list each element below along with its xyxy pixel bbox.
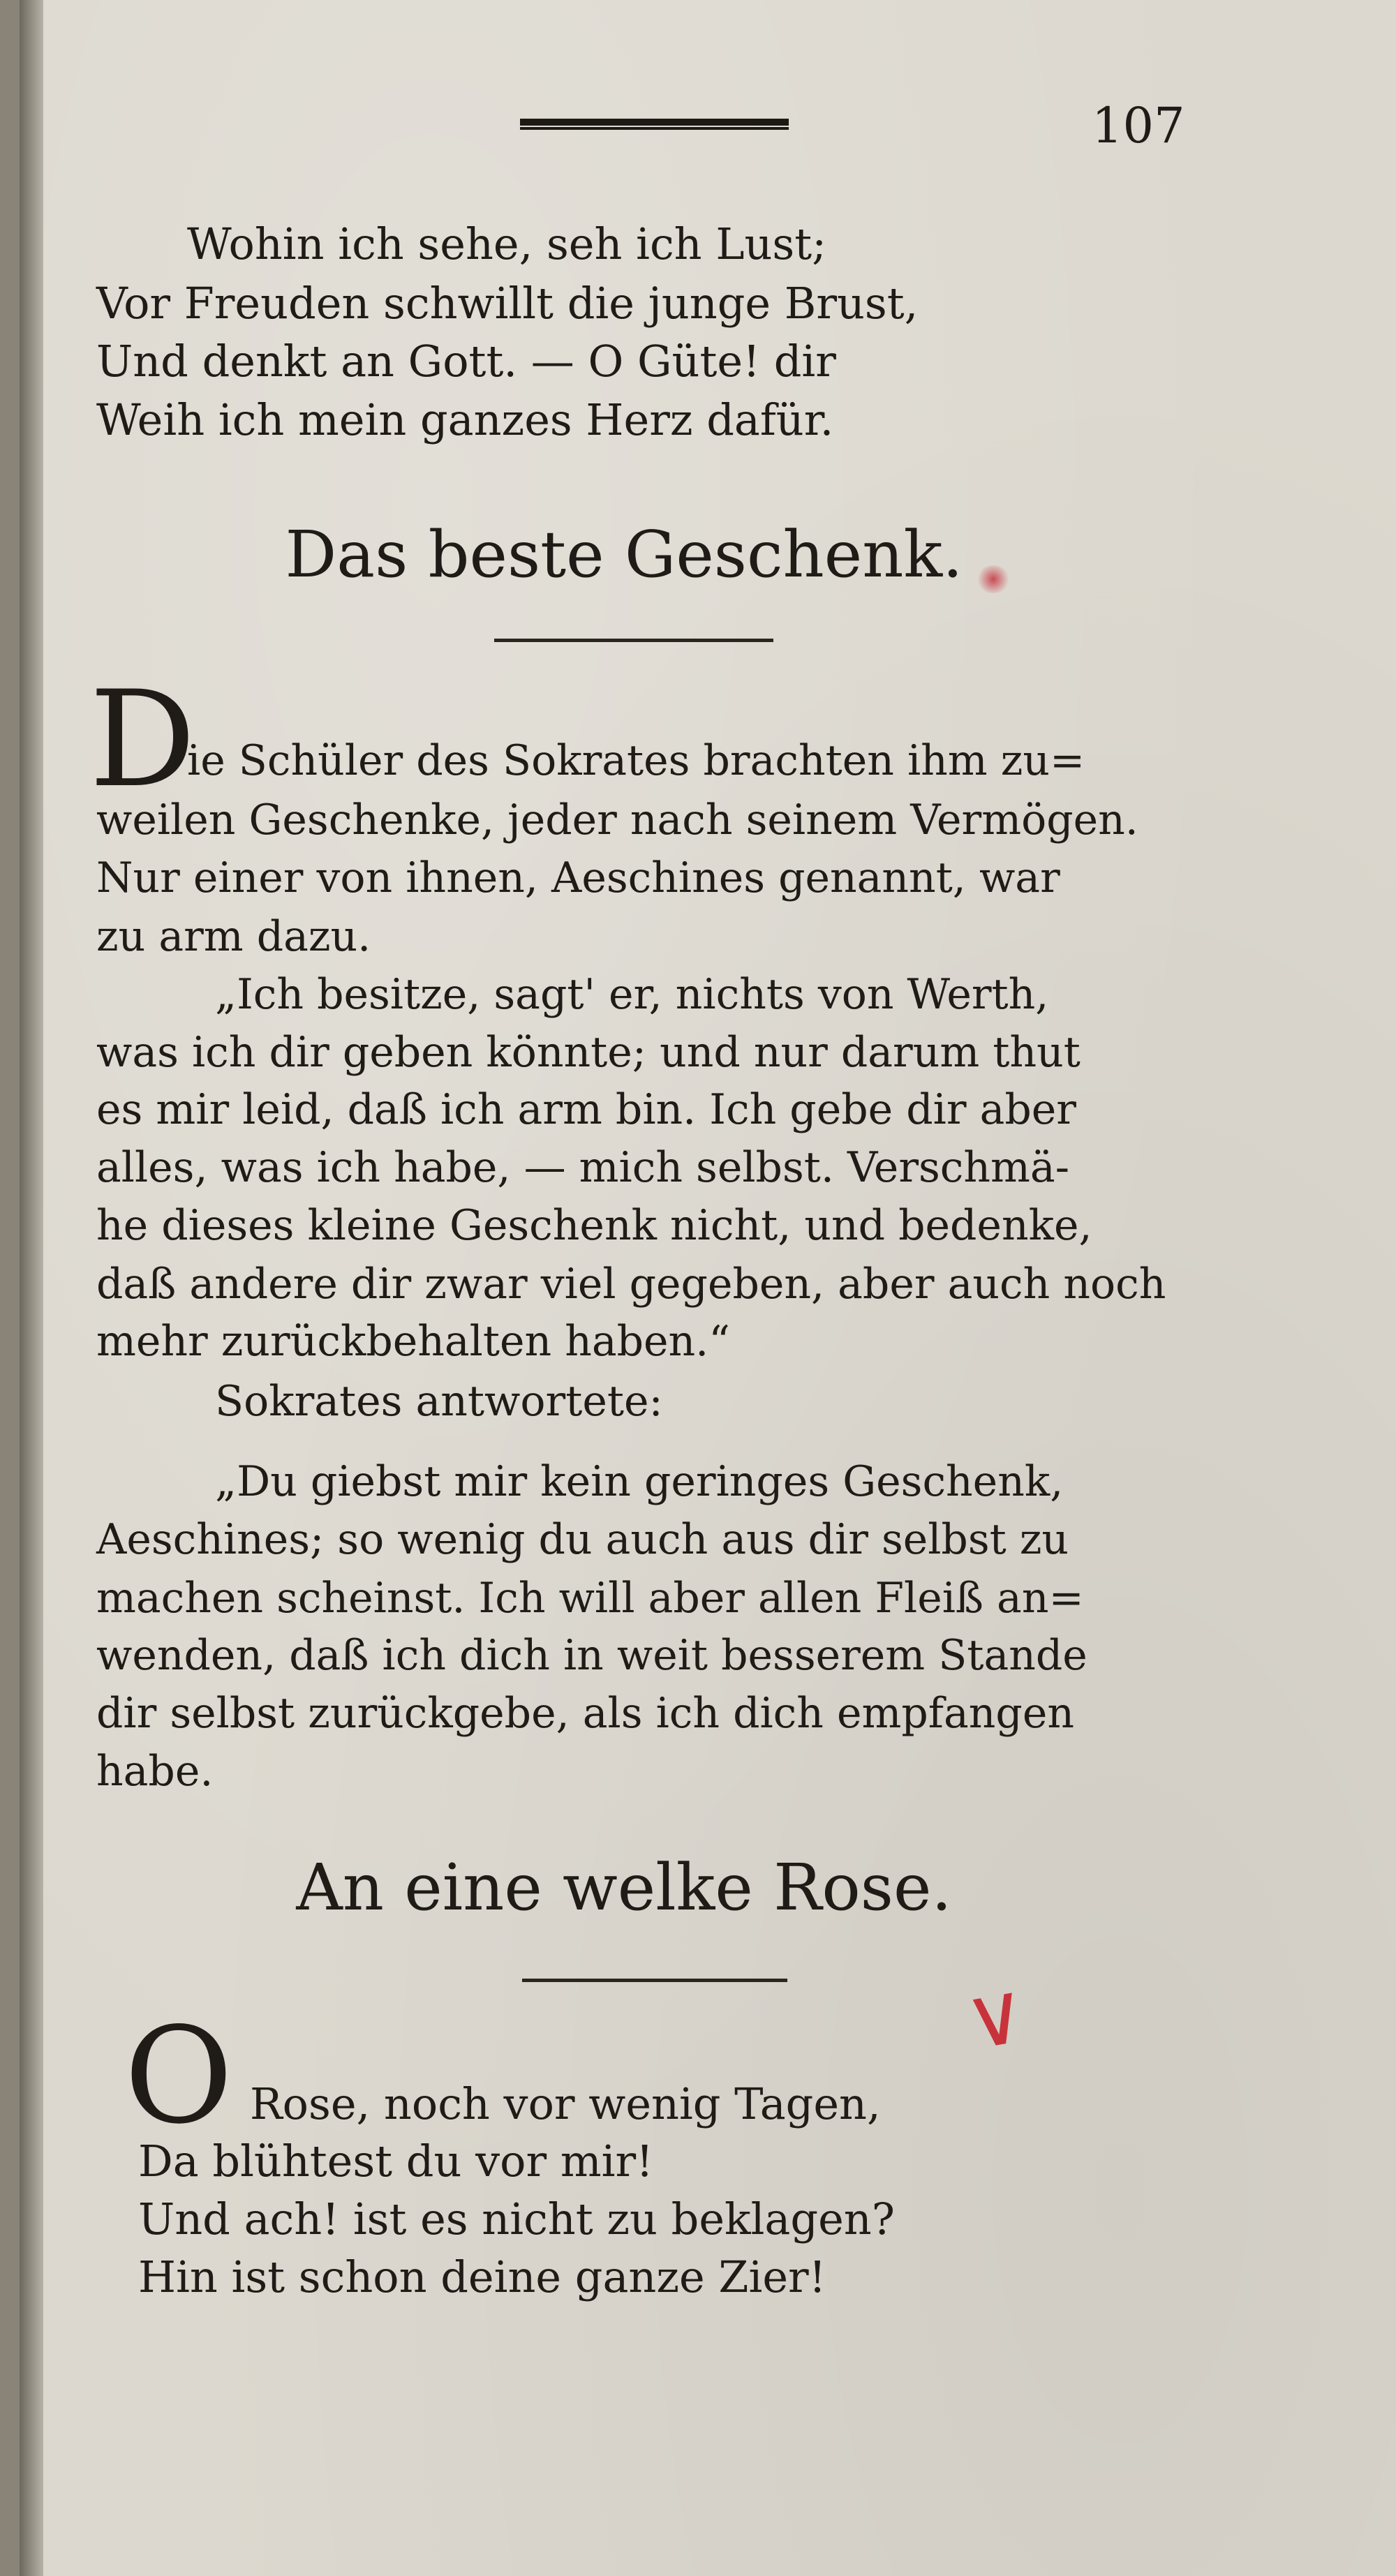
- poem-line: Vor Freuden schwillt die junge Brust,: [96, 278, 919, 329]
- title-rule: [522, 1979, 787, 1982]
- paragraph-line: Aeschines; so wenig du auch aus dir selbst zu: [96, 1515, 1069, 1564]
- poem-line: Hin ist schon deine ganze Zier!: [138, 2251, 826, 2302]
- book-page: [20, 0, 1396, 2576]
- section-title: An eine welke Rose.: [296, 1850, 952, 1925]
- page-number: 107: [1092, 97, 1185, 154]
- paragraph-line: Nur einer von ihnen, Aeschines genannt, war: [96, 854, 1060, 902]
- paragraph-line: wenden, daß ich dich in weit besserem Stande: [96, 1631, 1087, 1680]
- drop-cap: D: [89, 662, 196, 817]
- paragraph-line: dir selbst zurückgebe, als ich dich empfangen: [96, 1689, 1074, 1738]
- paragraph-line: Sokrates antwortete:: [215, 1377, 663, 1426]
- header-rule: [520, 119, 789, 130]
- poem-line: Weih ich mein ganzes Herz dafür.: [96, 394, 834, 445]
- poem-line: Und ach! ist es nicht zu beklagen?: [138, 2194, 895, 2244]
- paragraph-line: „Du giebst mir kein geringes Geschenk,: [215, 1457, 1064, 1506]
- paragraph-line: „Ich besitze, sagt' er, nichts von Werth,: [215, 970, 1049, 1019]
- paragraph-line: daß andere dir zwar viel gegeben, aber auch noch: [96, 1260, 1166, 1309]
- paragraph-line: zu arm dazu.: [96, 912, 371, 961]
- poem-line: Rose, noch vor wenig Tagen,: [250, 2078, 881, 2129]
- paragraph-line: he dieses kleine Geschenk nicht, und bedenke,: [96, 1201, 1092, 1250]
- page-gutter-shadow: [20, 0, 43, 2576]
- poem-line: Da blühtest du vor mir!: [138, 2136, 654, 2187]
- paragraph-line: alles, was ich habe, — mich selbst. Verschmä-: [96, 1143, 1069, 1192]
- drop-cap: O: [124, 1999, 233, 2153]
- paragraph-line: mehr zurückbehalten haben.“: [96, 1317, 730, 1366]
- title-rule: [494, 639, 773, 642]
- red-pencil-mark: [976, 565, 1011, 593]
- paragraph-line: weilen Geschenke, jeder nach seinem Vermögen.: [96, 796, 1138, 844]
- red-pencil-mark: ∨: [957, 1963, 1035, 2070]
- paragraph-line: es mir leid, daß ich arm bin. Ich gebe dir aber: [96, 1085, 1076, 1134]
- section-title: Das beste Geschenk.: [285, 517, 963, 592]
- paragraph-line: ie Schüler des Sokrates brachten ihm zu=: [187, 736, 1085, 785]
- paragraph-line: habe.: [96, 1747, 214, 1796]
- poem-line: Wohin ich sehe, seh ich Lust;: [187, 218, 827, 269]
- paragraph-line: machen scheinst. Ich will aber allen Fleiß an=: [96, 1574, 1084, 1623]
- paragraph-line: was ich dir geben könnte; und nur darum thut: [96, 1028, 1081, 1077]
- poem-line: Und denkt an Gott. — O Güte! dir: [96, 336, 836, 387]
